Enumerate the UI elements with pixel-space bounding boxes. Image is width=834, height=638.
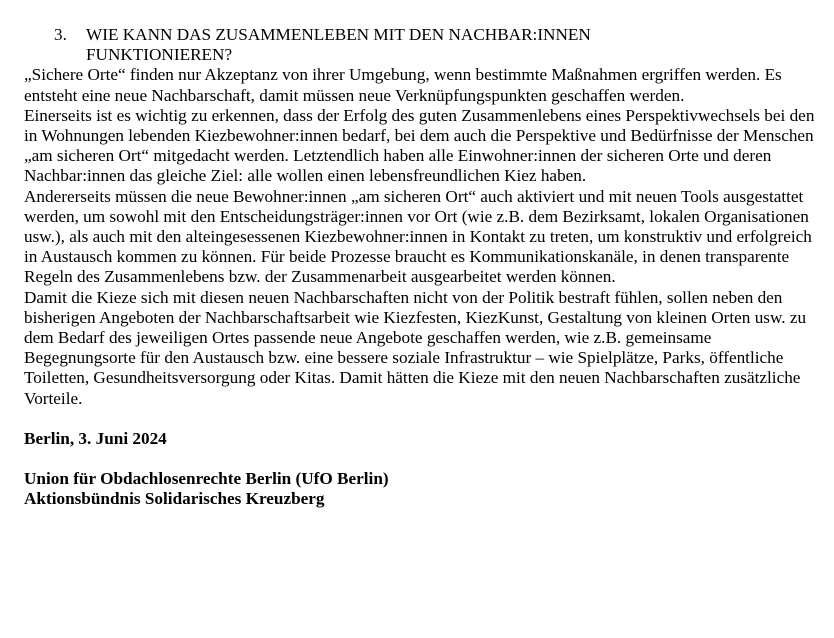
section-heading <box>24 25 824 65</box>
paragraph-intro: „Sichere Orte“ finden nur Akzeptanz von ihrer Umgebung, wenn bestimmte Maßnahmen ergriffen werden. Es entsteht eine neue Nachbarschaft, damit müssen neue Verknüpfungspunkten geschaffen werden. <box>24 65 782 105</box>
signatory-kreuzberg: Aktionsbündnis Solidarisches Kreuzberg <box>24 489 325 509</box>
document-page <box>24 25 824 509</box>
paragraph-andererseits: Andererseits müssen die neue Bewohner:innen „am sicheren Ort“ auch aktiviert und mit neuen Tools ausgestattet werden, um sowohl mit den Entscheidungsträger:innen vor Ort (wie z.B. dem Bezirksamt, lokalen Organisationen usw.), als auch mit den alteingesessenen Kiezbewohner:innen in Kontakt zu treten, um konstruktiv und erfolgreich in Austausch kommen zu können. Für beide Prozesse braucht es Kommunikationskanäle, in denen transparente Regeln des Zusammenlebens bzw. der Zusammenarbeit ausgearbeitet werden können. <box>24 186 812 287</box>
paragraph-damit: Damit die Kieze sich mit diesen neuen Nachbarschaften nicht von der Politik bestraft fühlen, sollen neben den bisherigen Angeboten der Nachbarschaftsarbeit wie Kiezfesten, KiezKunst, Gestaltung von kleinen Orten usw. zu dem Bedarf des jeweiligen Ortes passende neue Angebote geschaffen werden, wie z.B. gemeinsame Begegnungsorte für den Austausch bzw. eine bessere soziale Infrastruktur – wie Spielplätze, Parks, öffentliche Toiletten, Gesundheitsversorgung oder Kitas. Damit hätten die Kieze mit den neuen Nachbarschaften zusätzliche Vorteile. <box>24 287 807 408</box>
signatory-ufo: Union für Obdachlosenrechte Berlin (UfO Berlin) <box>24 469 389 489</box>
spacer <box>24 449 824 469</box>
section-number: 3. <box>54 25 67 44</box>
date-line: Berlin, 3. Juni 2024 <box>24 428 167 448</box>
spacer <box>24 409 824 429</box>
paragraph-einerseits: Einerseits ist es wichtig zu erkennen, dass der Erfolg des guten Zusammenlebens eines Perspektivwechsels bei den in Wohnungen lebenden Kiezbewohner:innen bedarf, bei dem auch die Perspektive und Bedürfnisse der Menschen „am sicheren Ort“ mitgedacht werden. Letztendlich haben alle Einwohner:innen der sicheren Orte und deren Nachbar:innen das gleiche Ziel: alle wollen einen lebensfreundlichen Kiez haben. <box>24 105 815 186</box>
section-title: WIE KANN DAS ZUSAMMENLEBEN MIT DEN NACHBAR:INNEN FUNKTIONIEREN? <box>86 25 591 65</box>
